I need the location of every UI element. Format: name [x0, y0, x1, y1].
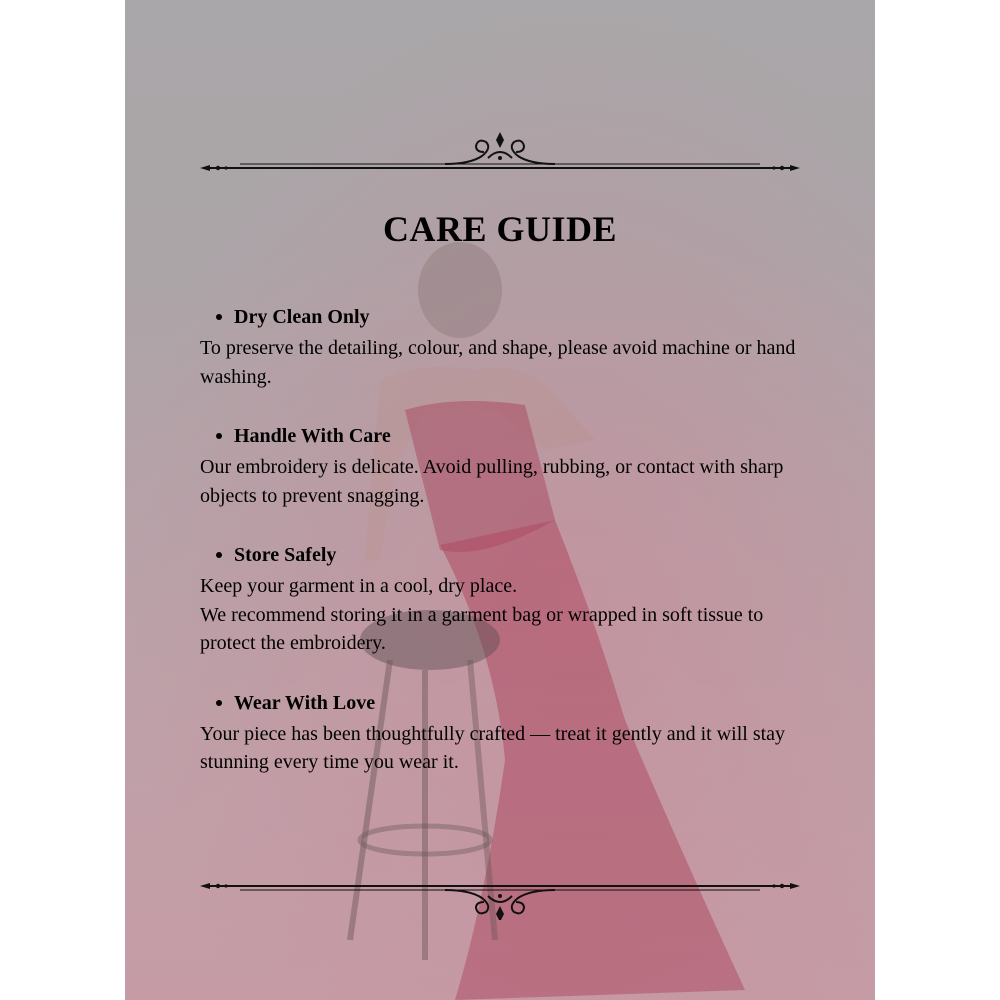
- bullet-icon: [216, 552, 222, 558]
- care-heading-label: Dry Clean Only: [234, 306, 370, 328]
- care-heading: [200, 686, 810, 720]
- care-text: [200, 572, 810, 658]
- flourish-divider-icon: [200, 870, 800, 920]
- page-title: CARE GUIDE: [382, 209, 618, 249]
- care-text-line: Keep your garment in a cool, dry place.: [200, 575, 518, 597]
- top-flourish-divider: [200, 128, 800, 178]
- care-heading-label: Wear With Love: [234, 691, 376, 714]
- bullet-icon: [216, 433, 222, 439]
- care-section-dry-clean: [200, 300, 810, 391]
- care-heading: [200, 538, 810, 572]
- care-text: [200, 453, 810, 510]
- care-heading: [200, 300, 810, 334]
- care-heading-label: Handle With Care: [234, 425, 391, 447]
- care-heading-label: Store Safely: [234, 544, 337, 566]
- flourish-divider-icon: [200, 128, 800, 178]
- care-text: [200, 334, 810, 391]
- care-text-line: Your piece has been thoughtfully crafted — treat it gently and it will stay stunning every time you wear it.: [200, 722, 786, 773]
- care-text-line: To preserve the detailing, colour, and shape, please avoid machine or hand washing.: [200, 337, 796, 388]
- care-text-line: We recommend storing it in a garment bag or wrapped in soft tissue to protect the embroidery.: [200, 603, 764, 654]
- bullet-icon: [216, 700, 222, 706]
- care-guide-card: [125, 0, 875, 1000]
- care-section-handle: [200, 419, 810, 510]
- care-heading: [200, 419, 810, 453]
- bottom-flourish-divider: [200, 870, 800, 920]
- care-instructions: [200, 300, 810, 805]
- care-section-store: [200, 538, 810, 658]
- care-text: [200, 720, 810, 777]
- bullet-icon: [216, 314, 222, 320]
- care-text-line: Our embroidery is delicate. Avoid pulling, rubbing, or contact with sharp objects to prevent snagging.: [200, 456, 784, 507]
- care-section-wear: [200, 686, 810, 777]
